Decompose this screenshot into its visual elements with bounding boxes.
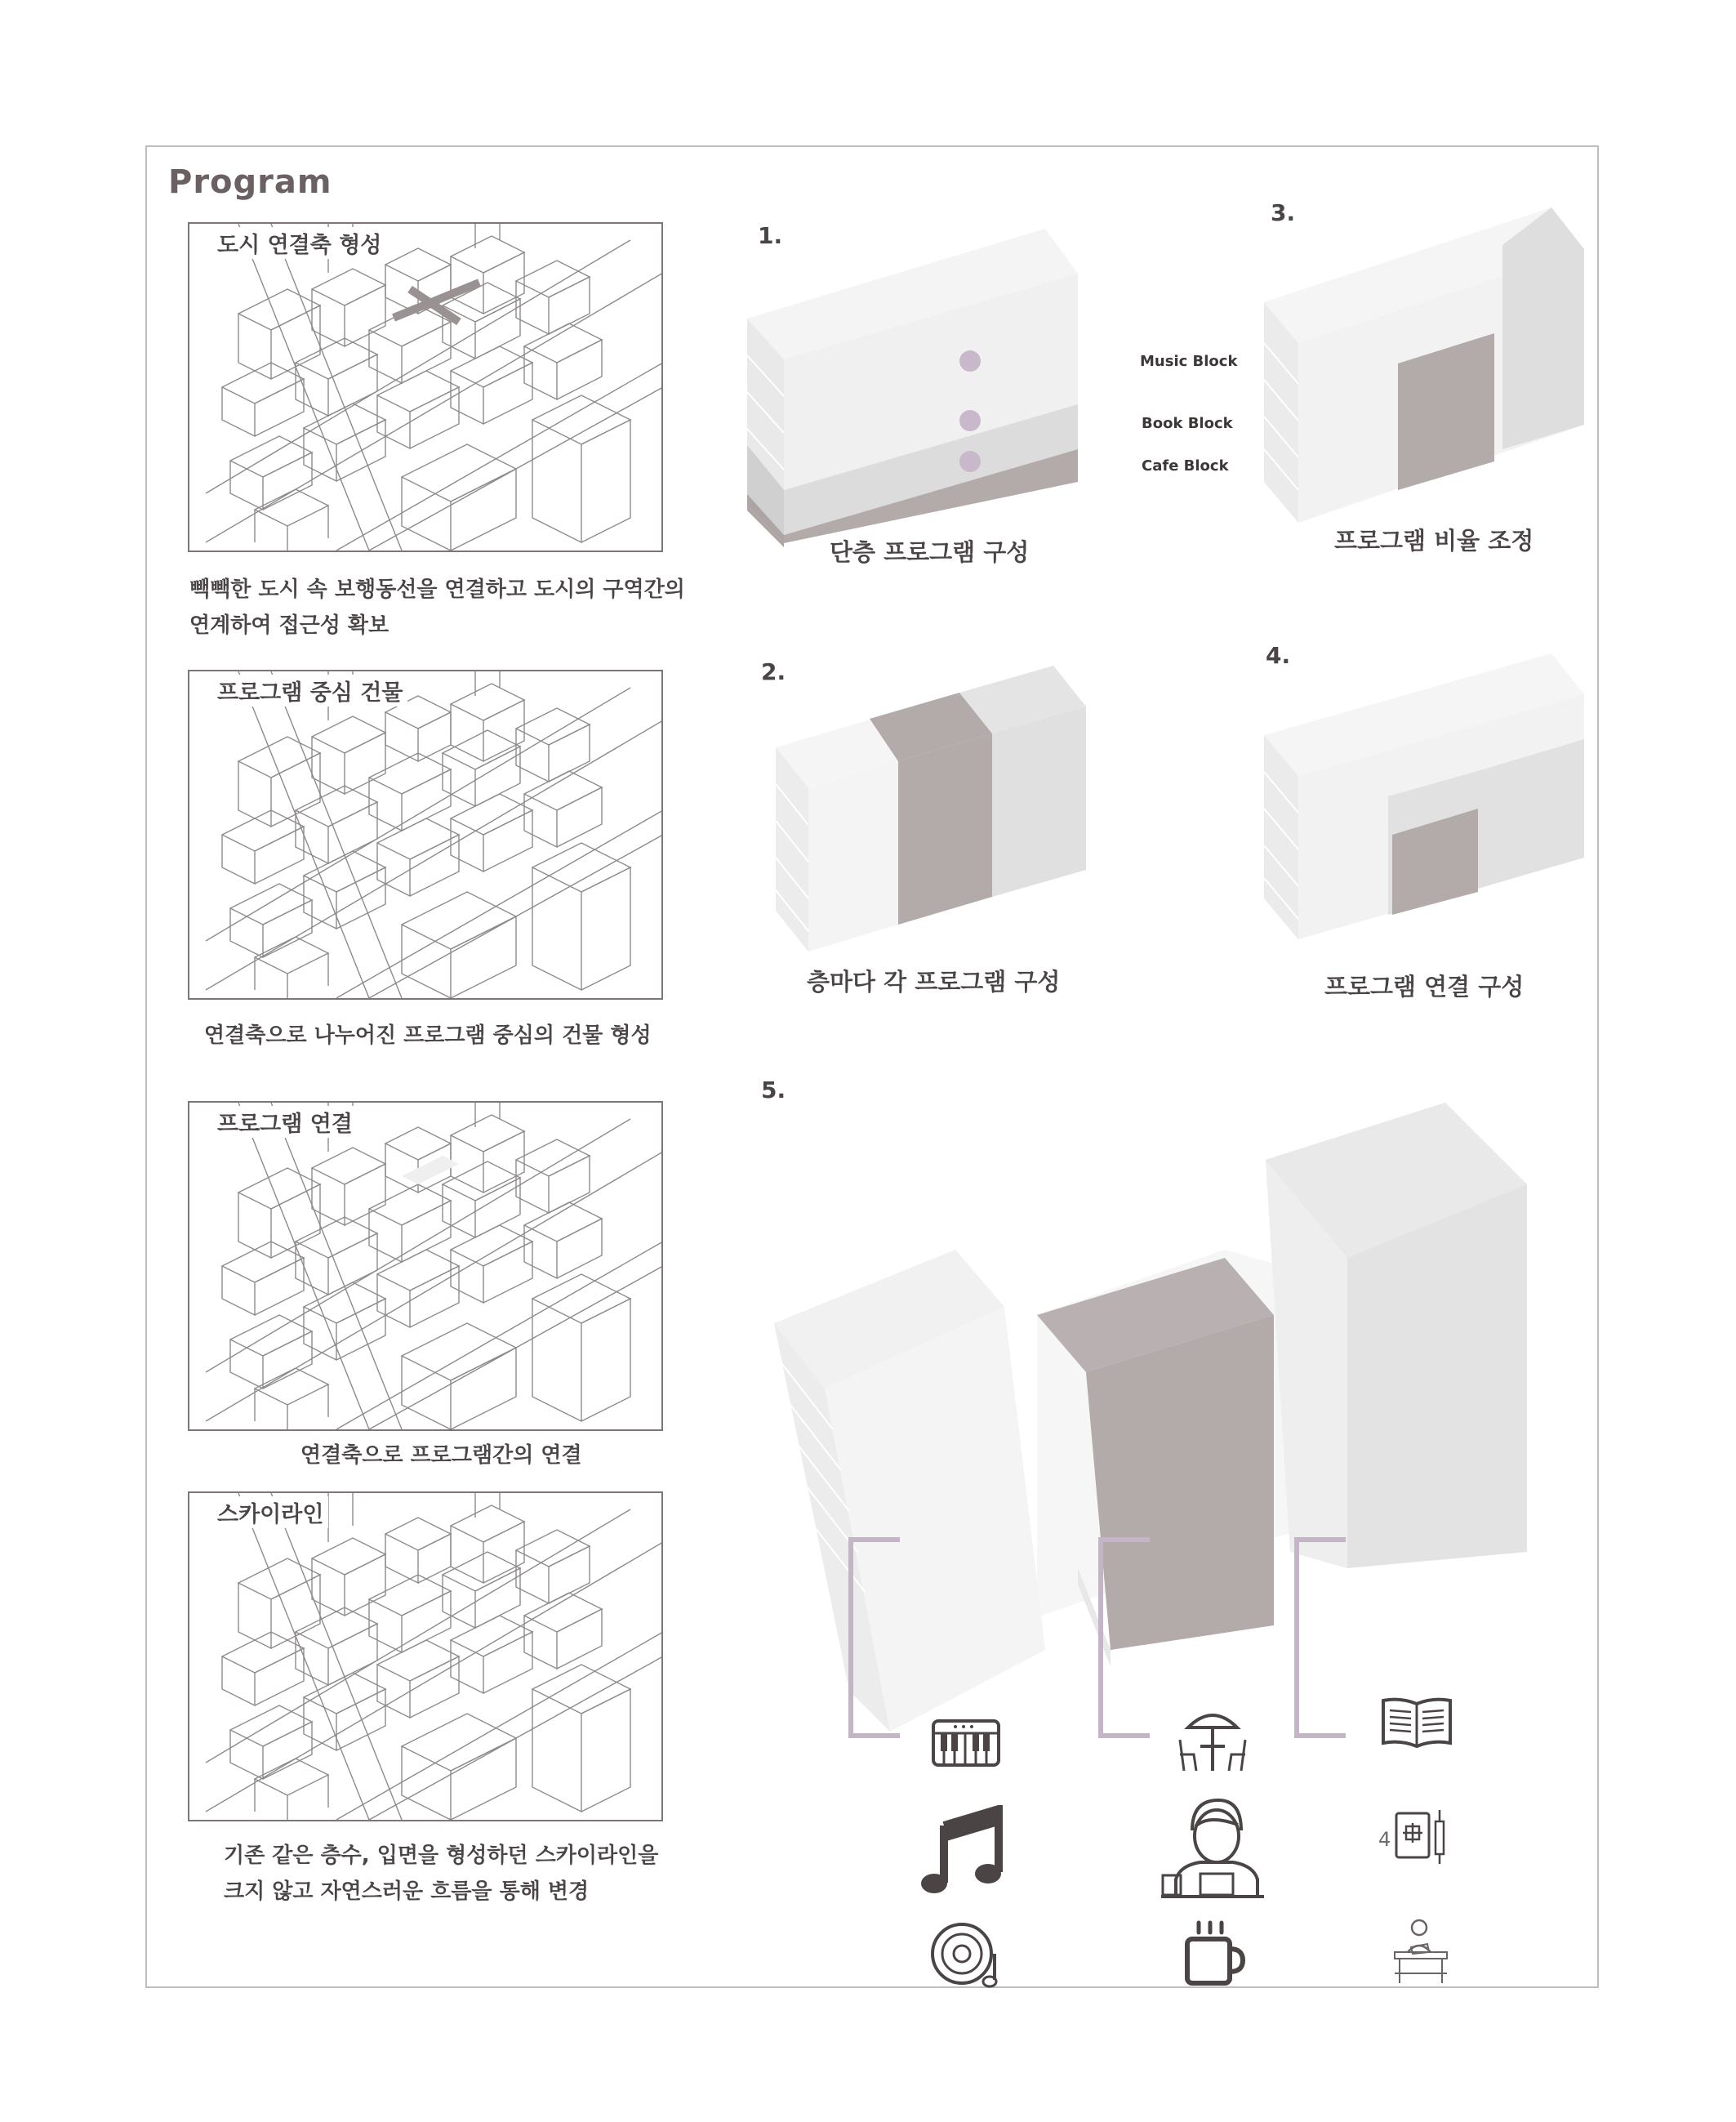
medical-book-icon	[1391, 1805, 1453, 1867]
open-book-icon	[1380, 1696, 1453, 1748]
panel-caption: 빽빽한 도시 속 보행동선을 연결하고 도시의 구역간의 연계하여 접근성 확보	[189, 577, 685, 638]
cafe-block-dot	[959, 451, 981, 472]
step2-massing	[768, 662, 1094, 956]
city-axonometric	[189, 1493, 663, 1821]
cafe-block-label: Cafe Block	[1142, 457, 1229, 475]
city-axonometric	[189, 671, 663, 1000]
cafe-table-icon	[1176, 1707, 1249, 1772]
cafe-bracket	[1101, 1540, 1150, 1736]
step1-massing	[735, 229, 1094, 547]
music-bracket	[851, 1540, 900, 1736]
reading-person-icon	[1388, 1916, 1453, 1986]
step-number: 3.	[1271, 199, 1296, 226]
step-caption: 프로그램 비율 조정	[1334, 527, 1534, 555]
step-number: 5.	[761, 1077, 786, 1103]
step-caption: 단층 프로그램 구성	[830, 538, 1030, 566]
step-number: 1.	[758, 222, 783, 249]
step-number: 4.	[1266, 642, 1291, 669]
barista-icon	[1160, 1794, 1266, 1900]
panel-program-buildings	[188, 670, 663, 1000]
step-caption: 프로그램 연결 구성	[1324, 973, 1525, 1001]
keyboard-icon	[931, 1719, 1001, 1768]
book-bracket	[1297, 1540, 1346, 1736]
city-axonometric	[189, 224, 663, 552]
program-brackets	[841, 1536, 1364, 1748]
book-block-dot	[959, 410, 981, 431]
city-axonometric	[189, 1103, 663, 1431]
vinyl-record-icon	[929, 1921, 1008, 1990]
coffee-mug-icon	[1181, 1919, 1246, 1986]
panel-label: 프로그램 중심 건물	[212, 675, 407, 707]
book-block-label: Book Block	[1142, 415, 1233, 432]
panel-label: 프로그램 연결	[212, 1106, 358, 1138]
music-block-dot	[959, 350, 981, 372]
step-number: 2.	[761, 658, 786, 685]
music-note-icon	[921, 1805, 1003, 1895]
panel-caption: 연결축으로 나누어진 프로그램 중심의 건물 형성	[204, 1023, 652, 1048]
panel-label: 스카이라인	[212, 1496, 328, 1528]
panel-urban-axis	[188, 222, 663, 552]
step3-massing	[1257, 204, 1600, 531]
board-title: Program	[168, 163, 332, 201]
connection-axis-cross	[394, 283, 479, 322]
panel-program-connection	[188, 1101, 663, 1431]
music-block-label: Music Block	[1140, 353, 1238, 370]
step4-massing	[1257, 649, 1600, 952]
panel-label: 도시 연결축 형성	[212, 227, 386, 259]
panel-caption: 기존 같은 층수, 입면을 형성하던 스카이라인을 크지 않고 자연스러운 흐름을 통해 변경	[224, 1843, 659, 1904]
panel-skyline	[188, 1491, 663, 1821]
panel-caption: 연결축으로 프로그램간의 연결	[300, 1443, 582, 1468]
step-caption: 층마다 각 프로그램 구성	[807, 968, 1061, 996]
stray-number: 4	[1378, 1828, 1391, 1851]
